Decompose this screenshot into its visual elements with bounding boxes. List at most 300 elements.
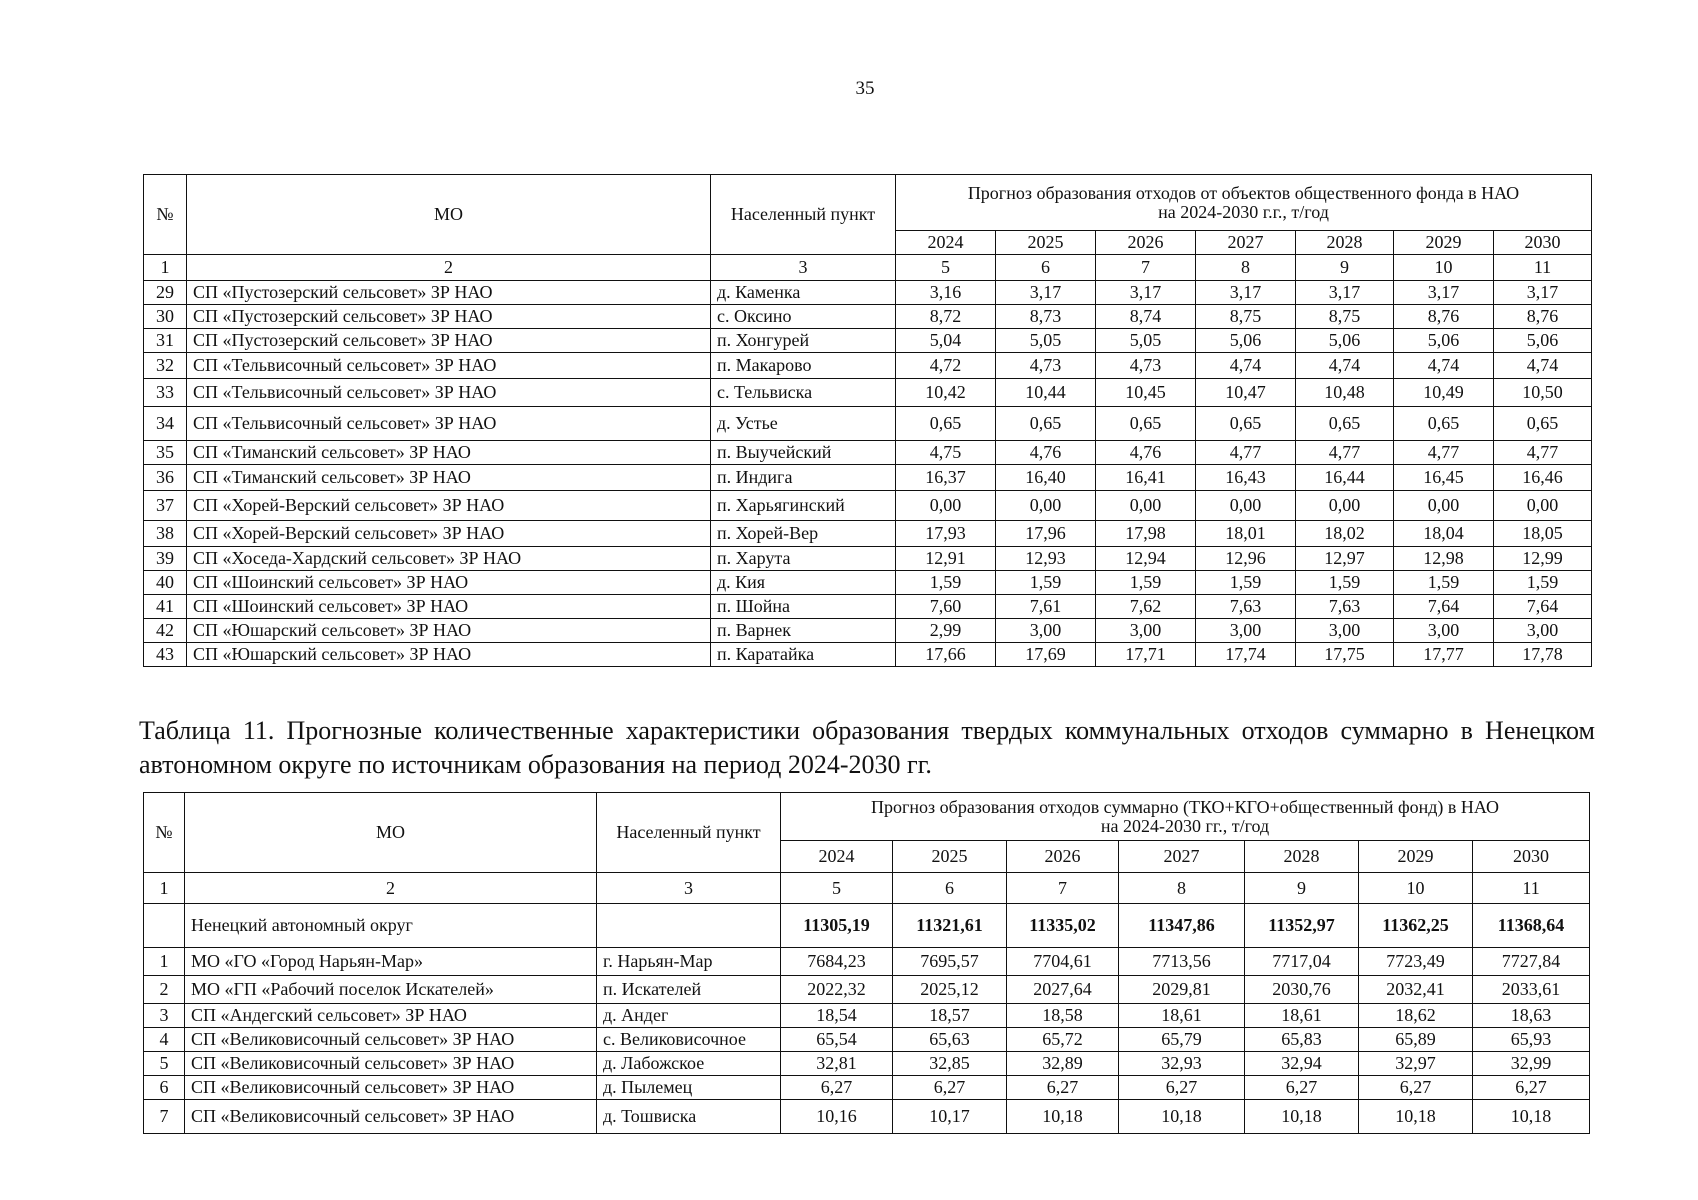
forecast-value: 18,01 [1196,521,1296,547]
table-row [144,407,1592,441]
forecast-value: 6,27 [893,1076,1007,1100]
column-number-cell: 8 [1196,255,1296,281]
mo-name: СП «Пустозерский сельсовет» ЗР НАО [187,281,711,305]
settlement-name: д. Устье [711,407,896,441]
forecast-value: 3,00 [996,619,1096,643]
forecast-title-line2: на 2024-2030 г.г., т/год [1158,201,1329,222]
mo-name: СП «Великовисочный сельсовет» ЗР НАО [185,1052,597,1076]
column-number-cell: 6 [893,873,1007,904]
forecast-value: 3,00 [1296,619,1394,643]
row-number: 37 [144,491,187,521]
settlement-name: п. Хорей-Вер [711,521,896,547]
forecast-value: 3,17 [1296,281,1394,305]
forecast-value: 2,99 [896,619,996,643]
forecast-value: 65,72 [1007,1028,1119,1052]
forecast-value: 65,63 [893,1028,1007,1052]
column-number-cell: 1 [144,255,187,281]
forecast-value: 8,75 [1196,305,1296,329]
column-header-number: № [144,175,187,255]
settlement-name: п. Индига [711,465,896,491]
forecast-value: 18,02 [1296,521,1394,547]
forecast-value: 6,27 [1245,1076,1359,1100]
forecast-value: 18,04 [1394,521,1494,547]
forecast-value: 8,75 [1296,305,1394,329]
forecast-value: 16,43 [1196,465,1296,491]
forecast-value: 0,00 [1394,491,1494,521]
forecast-value: 10,44 [996,379,1096,407]
mo-name: СП «Великовисочный сельсовет» ЗР НАО [185,1028,597,1052]
forecast-value: 32,94 [1245,1052,1359,1076]
forecast-value: 7723,49 [1359,948,1473,976]
table-row [144,619,1592,643]
year-header-2029: 2029 [1359,841,1473,873]
forecast-value: 18,54 [781,1004,893,1028]
mo-name: СП «Хоседа-Хардский сельсовет» ЗР НАО [187,547,711,571]
forecast-value: 32,97 [1359,1052,1473,1076]
forecast-value: 17,98 [1096,521,1196,547]
row-number: 7 [144,1100,185,1134]
year-header-2025: 2025 [996,231,1096,255]
table-row [144,521,1592,547]
forecast-value: 7,60 [896,595,996,619]
table-row [144,976,1590,1004]
forecast-value: 12,96 [1196,547,1296,571]
forecast-value: 4,74 [1394,353,1494,379]
forecast-value: 3,17 [1096,281,1196,305]
forecast-value: 32,99 [1473,1052,1590,1076]
forecast-value: 6,27 [1119,1076,1245,1100]
forecast-value: 12,99 [1494,547,1592,571]
row-number: 30 [144,305,187,329]
table-11-caption: Таблица 11. Прогнозные количественные характеристики образования твердых коммунальных отходов суммарно в Ненецком автономном округе по источникам образования на период 2024-2030 гг. [139,716,1595,779]
row-number: 43 [144,643,187,667]
forecast-value: 17,66 [896,643,996,667]
column-number-cell: 11 [1473,873,1590,904]
forecast-value: 3,17 [1196,281,1296,305]
mo-name: СП «Пустозерский сельсовет» ЗР НАО [187,305,711,329]
year-header-2030: 2030 [1494,231,1592,255]
forecast-value: 0,65 [1394,407,1494,441]
forecast-value: 0,00 [1096,491,1196,521]
forecast-value: 7713,56 [1119,948,1245,976]
forecast-value: 12,91 [896,547,996,571]
column-header-settlement: Населенный пункт [597,793,781,873]
column-number-cell: 10 [1359,873,1473,904]
column-header-forecast [781,793,1590,841]
row-number: 42 [144,619,187,643]
forecast-value: 0,65 [896,407,996,441]
mo-name: СП «Шоинский сельсовет» ЗР НАО [187,595,711,619]
forecast-value: 16,41 [1096,465,1196,491]
settlement-name: д. Каменка [711,281,896,305]
column-number-cell: 10 [1394,255,1494,281]
table-row [144,465,1592,491]
forecast-value: 6,27 [1007,1076,1119,1100]
column-number-cell: 2 [185,873,597,904]
table-row [144,305,1592,329]
column-number-cell: 1 [144,873,185,904]
forecast-value: 12,94 [1096,547,1196,571]
forecast-value: 65,54 [781,1028,893,1052]
forecast-value: 2027,64 [1007,976,1119,1004]
forecast-value: 4,72 [896,353,996,379]
forecast-value: 18,61 [1245,1004,1359,1028]
forecast-value: 10,45 [1096,379,1196,407]
forecast-value: 1,59 [1196,571,1296,595]
forecast-value: 10,48 [1296,379,1394,407]
forecast-value: 7,61 [996,595,1096,619]
forecast-value: 7727,84 [1473,948,1590,976]
settlement-name: д. Тошвиска [597,1100,781,1134]
table-row [144,1076,1590,1100]
row-number: 39 [144,547,187,571]
forecast-value: 0,65 [996,407,1096,441]
forecast-value: 0,65 [1296,407,1394,441]
forecast-value: 0,65 [1196,407,1296,441]
forecast-value: 6,27 [1473,1076,1590,1100]
settlement-name: п. Харьягинский [711,491,896,521]
forecast-value: 1,59 [996,571,1096,595]
settlement-name: п. Хонгурей [711,329,896,353]
settlement-name: с. Тельвиска [711,379,896,407]
forecast-value: 65,93 [1473,1028,1590,1052]
mo-name: СП «Тельвисочный сельсовет» ЗР НАО [187,407,711,441]
forecast-value: 17,93 [896,521,996,547]
mo-name: СП «Великовисочный сельсовет» ЗР НАО [185,1100,597,1134]
waste-forecast-public-fund-table [143,174,1592,667]
forecast-value: 16,44 [1296,465,1394,491]
forecast-value: 0,00 [996,491,1096,521]
forecast-value: 2033,61 [1473,976,1590,1004]
table-row [144,353,1592,379]
settlement-name: д. Пылемец [597,1076,781,1100]
forecast-value: 4,74 [1296,353,1394,379]
forecast-value: 10,16 [781,1100,893,1134]
forecast-value: 18,61 [1119,1004,1245,1028]
row-number [144,904,185,948]
forecast-value: 17,96 [996,521,1096,547]
row-number: 29 [144,281,187,305]
row-number: 41 [144,595,187,619]
forecast-value: 4,73 [996,353,1096,379]
mo-name: СП «Тиманский сельсовет» ЗР НАО [187,441,711,465]
forecast-value: 10,49 [1394,379,1494,407]
forecast-value: 18,63 [1473,1004,1590,1028]
table-row [144,571,1592,595]
settlement-name [597,904,781,948]
table-row [144,1100,1590,1134]
table-row [144,281,1592,305]
mo-name: МО «ГП «Рабочий поселок Искателей» [185,976,597,1004]
mo-name: СП «Шоинский сельсовет» ЗР НАО [187,571,711,595]
table-row [144,1052,1590,1076]
table-row [144,491,1592,521]
forecast-value: 32,85 [893,1052,1007,1076]
year-header-2024: 2024 [781,841,893,873]
forecast-value: 12,97 [1296,547,1394,571]
forecast-value: 10,18 [1245,1100,1359,1134]
row-number: 36 [144,465,187,491]
column-number-cell: 2 [187,255,711,281]
column-header-mo: МО [187,175,711,255]
year-header-2024: 2024 [896,231,996,255]
row-number: 2 [144,976,185,1004]
mo-name: СП «Юшарский сельсовет» ЗР НАО [187,619,711,643]
settlement-name: п. Выучейский [711,441,896,465]
column-number-cell: 11 [1494,255,1592,281]
forecast-value: 16,40 [996,465,1096,491]
forecast-value: 0,00 [1296,491,1394,521]
column-header-forecast [896,175,1592,231]
year-header-2030: 2030 [1473,841,1590,873]
table-row [144,329,1592,353]
forecast-value: 6,27 [1359,1076,1473,1100]
forecast-value: 3,16 [896,281,996,305]
row-number: 4 [144,1028,185,1052]
forecast-title-line1: Прогноз образования отходов от объектов общественного фонда в НАО [967,182,1520,203]
settlement-name: с. Великовисочное [597,1028,781,1052]
forecast-value: 18,57 [893,1004,1007,1028]
year-header-2026: 2026 [1096,231,1196,255]
row-number: 3 [144,1004,185,1028]
year-header-2025: 2025 [893,841,1007,873]
forecast-value: 11305,19 [781,904,893,948]
forecast-value: 4,77 [1296,441,1394,465]
settlement-name: п. Харута [711,547,896,571]
forecast-value: 2025,12 [893,976,1007,1004]
column-number-cell: 6 [996,255,1096,281]
row-number: 1 [144,948,185,976]
total-row [144,904,1590,948]
forecast-value: 65,79 [1119,1028,1245,1052]
mo-name: Ненецкий автономный округ [185,904,597,948]
forecast-value: 1,59 [1096,571,1196,595]
column-number-cell: 9 [1296,255,1394,281]
table-row [144,379,1592,407]
column-number-cell: 8 [1119,873,1245,904]
forecast-value: 5,06 [1296,329,1394,353]
forecast-value: 7,63 [1196,595,1296,619]
forecast-value: 17,74 [1196,643,1296,667]
forecast-value: 7684,23 [781,948,893,976]
mo-name: СП «Хорей-Верский сельсовет» ЗР НАО [187,521,711,547]
row-number: 40 [144,571,187,595]
row-number: 32 [144,353,187,379]
mo-name: МО «ГО «Город Нарьян-Мар» [185,948,597,976]
forecast-value: 10,18 [1119,1100,1245,1134]
forecast-value: 8,76 [1394,305,1494,329]
forecast-value: 7,62 [1096,595,1196,619]
forecast-value: 17,71 [1096,643,1196,667]
forecast-title-line1: Прогноз образования отходов суммарно (ТКО+КГО+общественный фонд) в НАО [871,796,1500,817]
forecast-value: 16,45 [1394,465,1494,491]
mo-name: СП «Тиманский сельсовет» ЗР НАО [187,465,711,491]
table-row [144,643,1592,667]
table-row [144,547,1592,571]
forecast-value: 11321,61 [893,904,1007,948]
mo-name: СП «Юшарский сельсовет» ЗР НАО [187,643,711,667]
forecast-value: 4,74 [1494,353,1592,379]
settlement-name: п. Варнек [711,619,896,643]
forecast-value: 17,75 [1296,643,1394,667]
settlement-name: с. Оксино [711,305,896,329]
settlement-name: п. Шойна [711,595,896,619]
forecast-value: 1,59 [1394,571,1494,595]
settlement-name: г. Нарьян-Мар [597,948,781,976]
column-header-mo: МО [185,793,597,873]
forecast-value: 4,76 [1096,441,1196,465]
row-number: 38 [144,521,187,547]
forecast-value: 2030,76 [1245,976,1359,1004]
forecast-value: 11368,64 [1473,904,1590,948]
forecast-value: 0,65 [1096,407,1196,441]
forecast-value: 12,98 [1394,547,1494,571]
mo-name: СП «Тельвисочный сельсовет» ЗР НАО [187,379,711,407]
forecast-value: 0,65 [1494,407,1592,441]
forecast-value: 7717,04 [1245,948,1359,976]
settlement-name: д. Кия [711,571,896,595]
forecast-value: 12,93 [996,547,1096,571]
year-header-2027: 2027 [1196,231,1296,255]
waste-forecast-total-table [143,792,1590,1134]
forecast-value: 10,50 [1494,379,1592,407]
column-header-settlement: Населенный пункт [711,175,896,255]
forecast-value: 11335,02 [1007,904,1119,948]
forecast-title-line2: на 2024-2030 гг., т/год [1100,815,1270,836]
forecast-value: 8,76 [1494,305,1592,329]
forecast-value: 8,73 [996,305,1096,329]
forecast-value: 4,73 [1096,353,1196,379]
forecast-value: 10,18 [1359,1100,1473,1134]
forecast-value: 5,05 [996,329,1096,353]
column-number-cell: 7 [1096,255,1196,281]
row-number: 6 [144,1076,185,1100]
forecast-value: 32,89 [1007,1052,1119,1076]
forecast-value: 1,59 [896,571,996,595]
forecast-value: 4,76 [996,441,1096,465]
forecast-value: 0,00 [896,491,996,521]
forecast-value: 3,00 [1394,619,1494,643]
row-number: 31 [144,329,187,353]
forecast-value: 7,64 [1394,595,1494,619]
year-header-2029: 2029 [1394,231,1494,255]
column-number-cell: 5 [781,873,893,904]
forecast-value: 17,77 [1394,643,1494,667]
forecast-value: 65,83 [1245,1028,1359,1052]
forecast-value: 65,89 [1359,1028,1473,1052]
forecast-value: 32,93 [1119,1052,1245,1076]
year-header-2028: 2028 [1245,841,1359,873]
forecast-value: 4,77 [1394,441,1494,465]
forecast-value: 7695,57 [893,948,1007,976]
forecast-value: 5,06 [1196,329,1296,353]
forecast-value: 18,58 [1007,1004,1119,1028]
row-number: 33 [144,379,187,407]
forecast-value: 5,06 [1394,329,1494,353]
forecast-value: 17,69 [996,643,1096,667]
column-number-cell: 5 [896,255,996,281]
page-number: 35 [855,78,875,99]
settlement-name: д. Андег [597,1004,781,1028]
table-row [144,1004,1590,1028]
column-number-cell: 7 [1007,873,1119,904]
forecast-value: 1,59 [1494,571,1592,595]
forecast-value: 10,47 [1196,379,1296,407]
mo-name: СП «Пустозерский сельсовет» ЗР НАО [187,329,711,353]
year-header-2028: 2028 [1296,231,1394,255]
mo-name: СП «Хорей-Верский сельсовет» ЗР НАО [187,491,711,521]
forecast-value: 10,18 [1007,1100,1119,1134]
table-row [144,1028,1590,1052]
forecast-value: 5,04 [896,329,996,353]
forecast-value: 3,17 [1394,281,1494,305]
forecast-value: 3,00 [1096,619,1196,643]
row-number: 5 [144,1052,185,1076]
row-number: 34 [144,407,187,441]
mo-name: СП «Тельвисочный сельсовет» ЗР НАО [187,353,711,379]
forecast-value: 4,77 [1196,441,1296,465]
forecast-value: 8,72 [896,305,996,329]
forecast-value: 3,17 [996,281,1096,305]
settlement-name: п. Искателей [597,976,781,1004]
column-number-cell: 9 [1245,873,1359,904]
forecast-value: 18,05 [1494,521,1592,547]
settlement-name: п. Макарово [711,353,896,379]
forecast-value: 5,05 [1096,329,1196,353]
column-number-cell: 3 [597,873,781,904]
table-row [144,595,1592,619]
forecast-value: 4,77 [1494,441,1592,465]
forecast-value: 2029,81 [1119,976,1245,1004]
column-number-cell: 3 [711,255,896,281]
mo-name: СП «Андегский сельсовет» ЗР НАО [185,1004,597,1028]
year-header-2026: 2026 [1007,841,1119,873]
forecast-value: 11362,25 [1359,904,1473,948]
forecast-value: 16,37 [896,465,996,491]
forecast-value: 0,00 [1196,491,1296,521]
settlement-name: д. Лабожское [597,1052,781,1076]
forecast-value: 32,81 [781,1052,893,1076]
forecast-value: 4,75 [896,441,996,465]
forecast-value: 6,27 [781,1076,893,1100]
column-header-number: № [144,793,185,873]
forecast-value: 10,17 [893,1100,1007,1134]
forecast-value: 4,74 [1196,353,1296,379]
forecast-value: 17,78 [1494,643,1592,667]
forecast-value: 7,64 [1494,595,1592,619]
settlement-name: п. Каратайка [711,643,896,667]
forecast-value: 10,18 [1473,1100,1590,1134]
forecast-value: 5,06 [1494,329,1592,353]
forecast-value: 3,00 [1196,619,1296,643]
forecast-value: 3,00 [1494,619,1592,643]
forecast-value: 18,62 [1359,1004,1473,1028]
forecast-value: 8,74 [1096,305,1196,329]
forecast-value: 11352,97 [1245,904,1359,948]
forecast-value: 2022,32 [781,976,893,1004]
forecast-value: 0,00 [1494,491,1592,521]
forecast-value: 7704,61 [1007,948,1119,976]
table-row [144,441,1592,465]
forecast-value: 1,59 [1296,571,1394,595]
forecast-value: 11347,86 [1119,904,1245,948]
forecast-value: 2032,41 [1359,976,1473,1004]
forecast-value: 10,42 [896,379,996,407]
forecast-value: 3,17 [1494,281,1592,305]
forecast-value: 7,63 [1296,595,1394,619]
year-header-2027: 2027 [1119,841,1245,873]
mo-name: СП «Великовисочный сельсовет» ЗР НАО [185,1076,597,1100]
